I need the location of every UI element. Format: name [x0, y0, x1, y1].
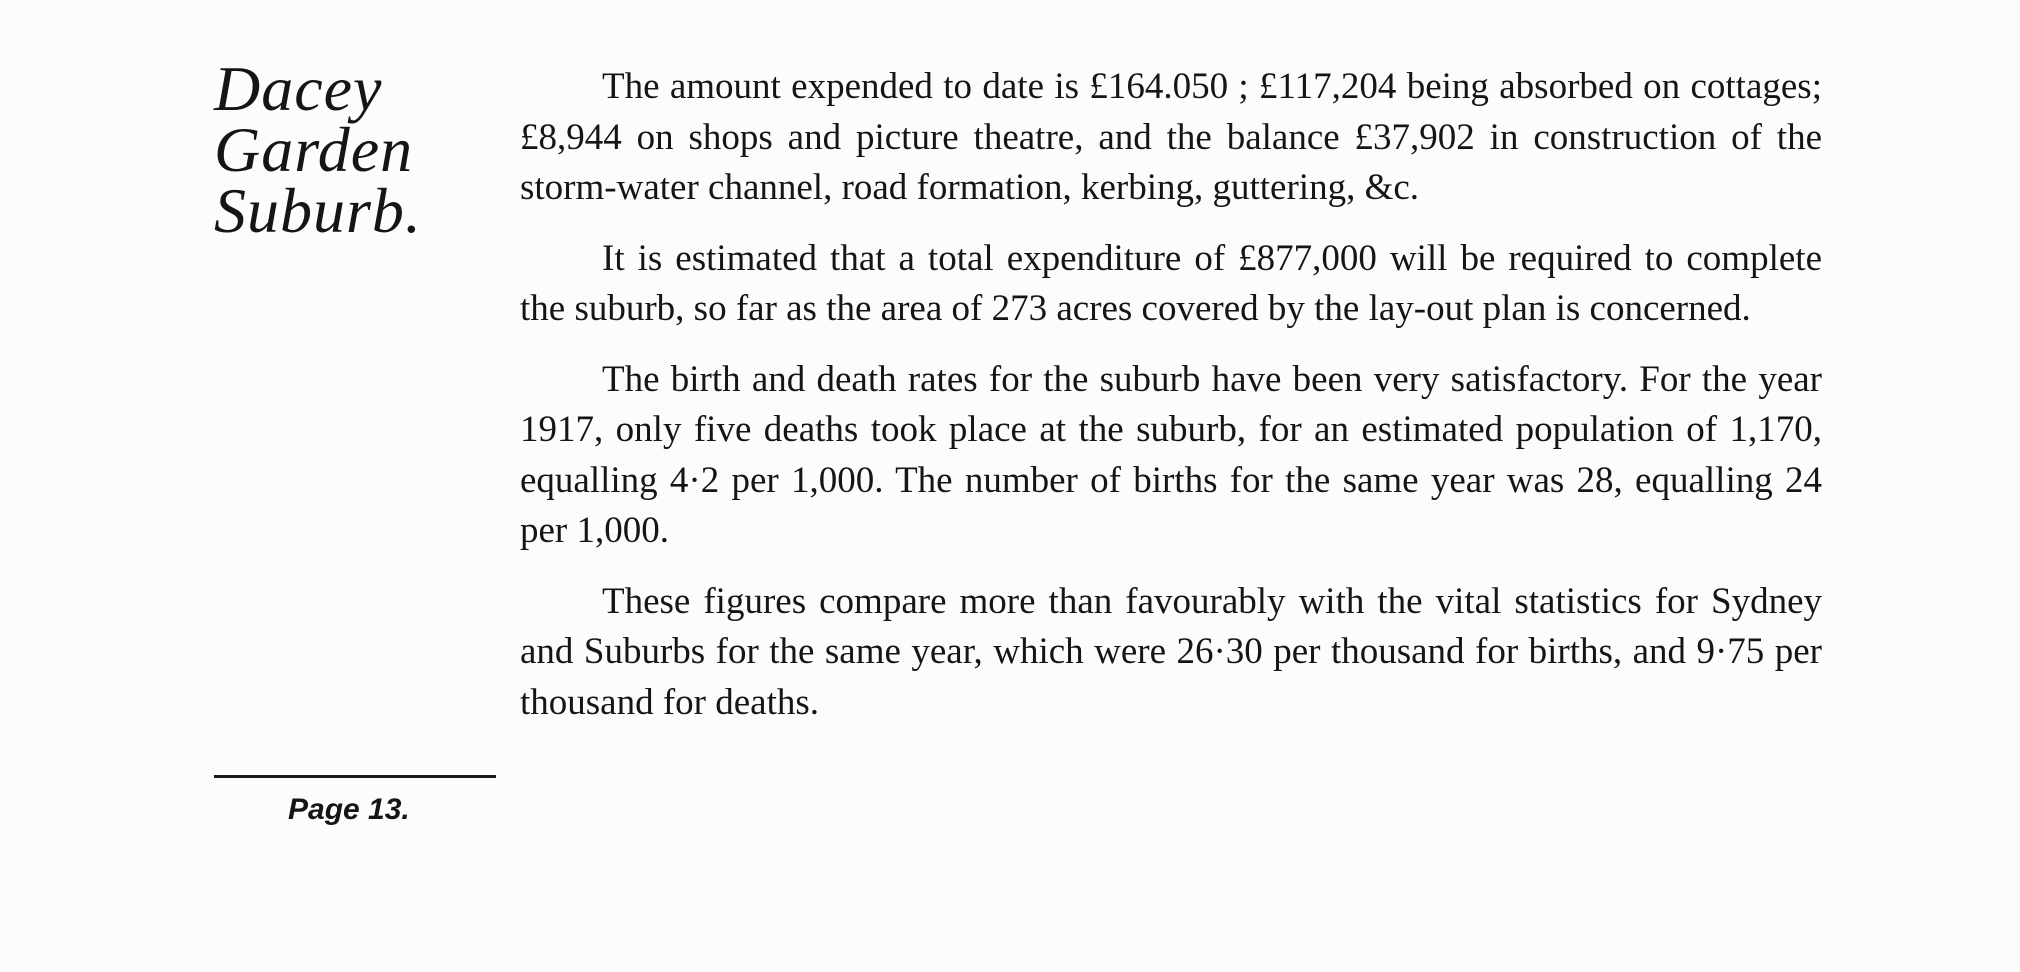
side-heading-line: Dacey [214, 53, 383, 124]
paragraph-estimate: It is estimated that a total expenditure of £877,000 will be required to complete the suburb, so far as the area of 273 acres covered by the lay-out plan is concerned. [520, 237, 1822, 329]
side-heading-line: Garden [214, 114, 414, 185]
page-number: Page 13. [288, 793, 410, 826]
paragraph-expenditure: The amount expended to date is £164.050 ; £117,204 being absorbed on cottages; £8,944 on shops and picture theatre, and the balance £37,902 in construction of the storm-water channel, road formation, kerbing, guttering, &c. [520, 66, 1822, 208]
page-number-divider [214, 775, 496, 778]
side-heading-line: Suburb. [214, 175, 422, 246]
side-heading [214, 53, 504, 246]
body-text [520, 62, 1822, 748]
paragraph-birth-death-rates: The birth and death rates for the suburb have been very satisfactory. For the year 1917, only five deaths took place at the suburb, for an estimated population of 1,170, equalling 4·2 per 1,000. The number of births for the same year was 28, equalling 24 per 1,000. [520, 358, 1822, 551]
paragraph-comparison: These figures compare more than favourably with the vital statistics for Sydney and Suburbs for the same year, which were 26·30 per thousand for births, and 9·75 per thousand for deaths. [520, 580, 1822, 723]
